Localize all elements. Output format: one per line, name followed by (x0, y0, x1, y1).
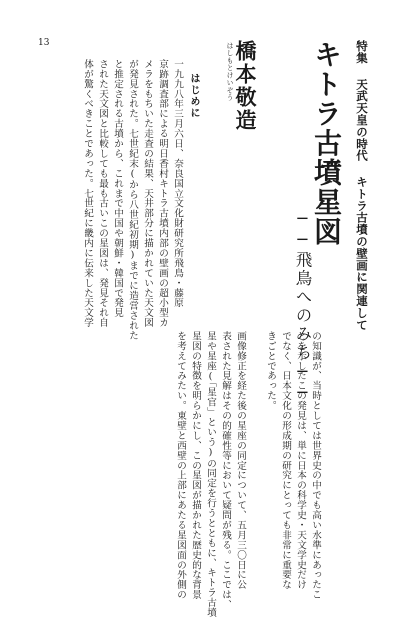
author-name: 橋本敬造 (233, 40, 258, 132)
article-title: キトラ古墳星図 (310, 40, 343, 247)
body-top-line-4: が発見された。七世紀末(から八世紀初期)までに造営された (127, 59, 138, 341)
body-bottom-line-3: でなく、日本文化の形成期の研究にとっても非常に重要な (280, 331, 291, 590)
body-bottom-line-7: 表された見解はその的確性等において疑問が残る。ここでは、 (220, 331, 231, 610)
body-bottom-line-4: きごとであった。 (265, 331, 276, 411)
body-top-line-1: 一九九八年三月六日、奈良国立文化財研究所飛鳥・藤原 (172, 59, 183, 308)
section-heading: はじめに (188, 73, 199, 119)
body-bottom-line-9: 星図の特徴を明らかにし、この星図が描かれた歴史的な背景 (190, 331, 201, 600)
feature-header: 特集 天武天皇の時代 キトラ古墳の壁画に関連して (355, 40, 369, 331)
body-bottom-line-8: 星や星座(「星官」という)の同定を行うとともに、キトラ古墳 (205, 331, 216, 618)
body-bottom-line-10: を考えてみたい。東壁と西壁の上部にあたる星図面の外側の (175, 331, 186, 600)
body-bottom-line-2: とを示したこの発見は、単に日本の科学史・天文学史だけ (295, 331, 306, 590)
body-bottom-line-6: 画像修正を経た後の星座の同定について、五月三〇日に公 (235, 331, 246, 590)
page-number: 13 (38, 38, 50, 48)
author-ruby: はしもとけいぞう (225, 42, 233, 102)
body-bottom-line-1: の知識が、当時としては世界史の中でも高い水準にあったこ (310, 331, 321, 600)
body-top-line-6: された天文図と比較しても最も古いこの星図は、発見それ自 (97, 59, 108, 328)
body-top-line-2: 京跡調査部による明日香村キトラ古墳内部の壁画の超小型カ (157, 59, 168, 328)
article-subtitle: ──飛鳥へのみち── (293, 209, 312, 404)
body-top-line-3: メラをもちいた走査の結果、天井部分に描かれていた天文図 (142, 59, 153, 328)
body-top-line-7: 体が驚くべきことであった。七世紀に畿内に伝来した天文学 (82, 59, 93, 328)
body-top-line-5: と推定される古墳から、これまで中国や朝鮮・韓国で発見 (112, 59, 123, 318)
